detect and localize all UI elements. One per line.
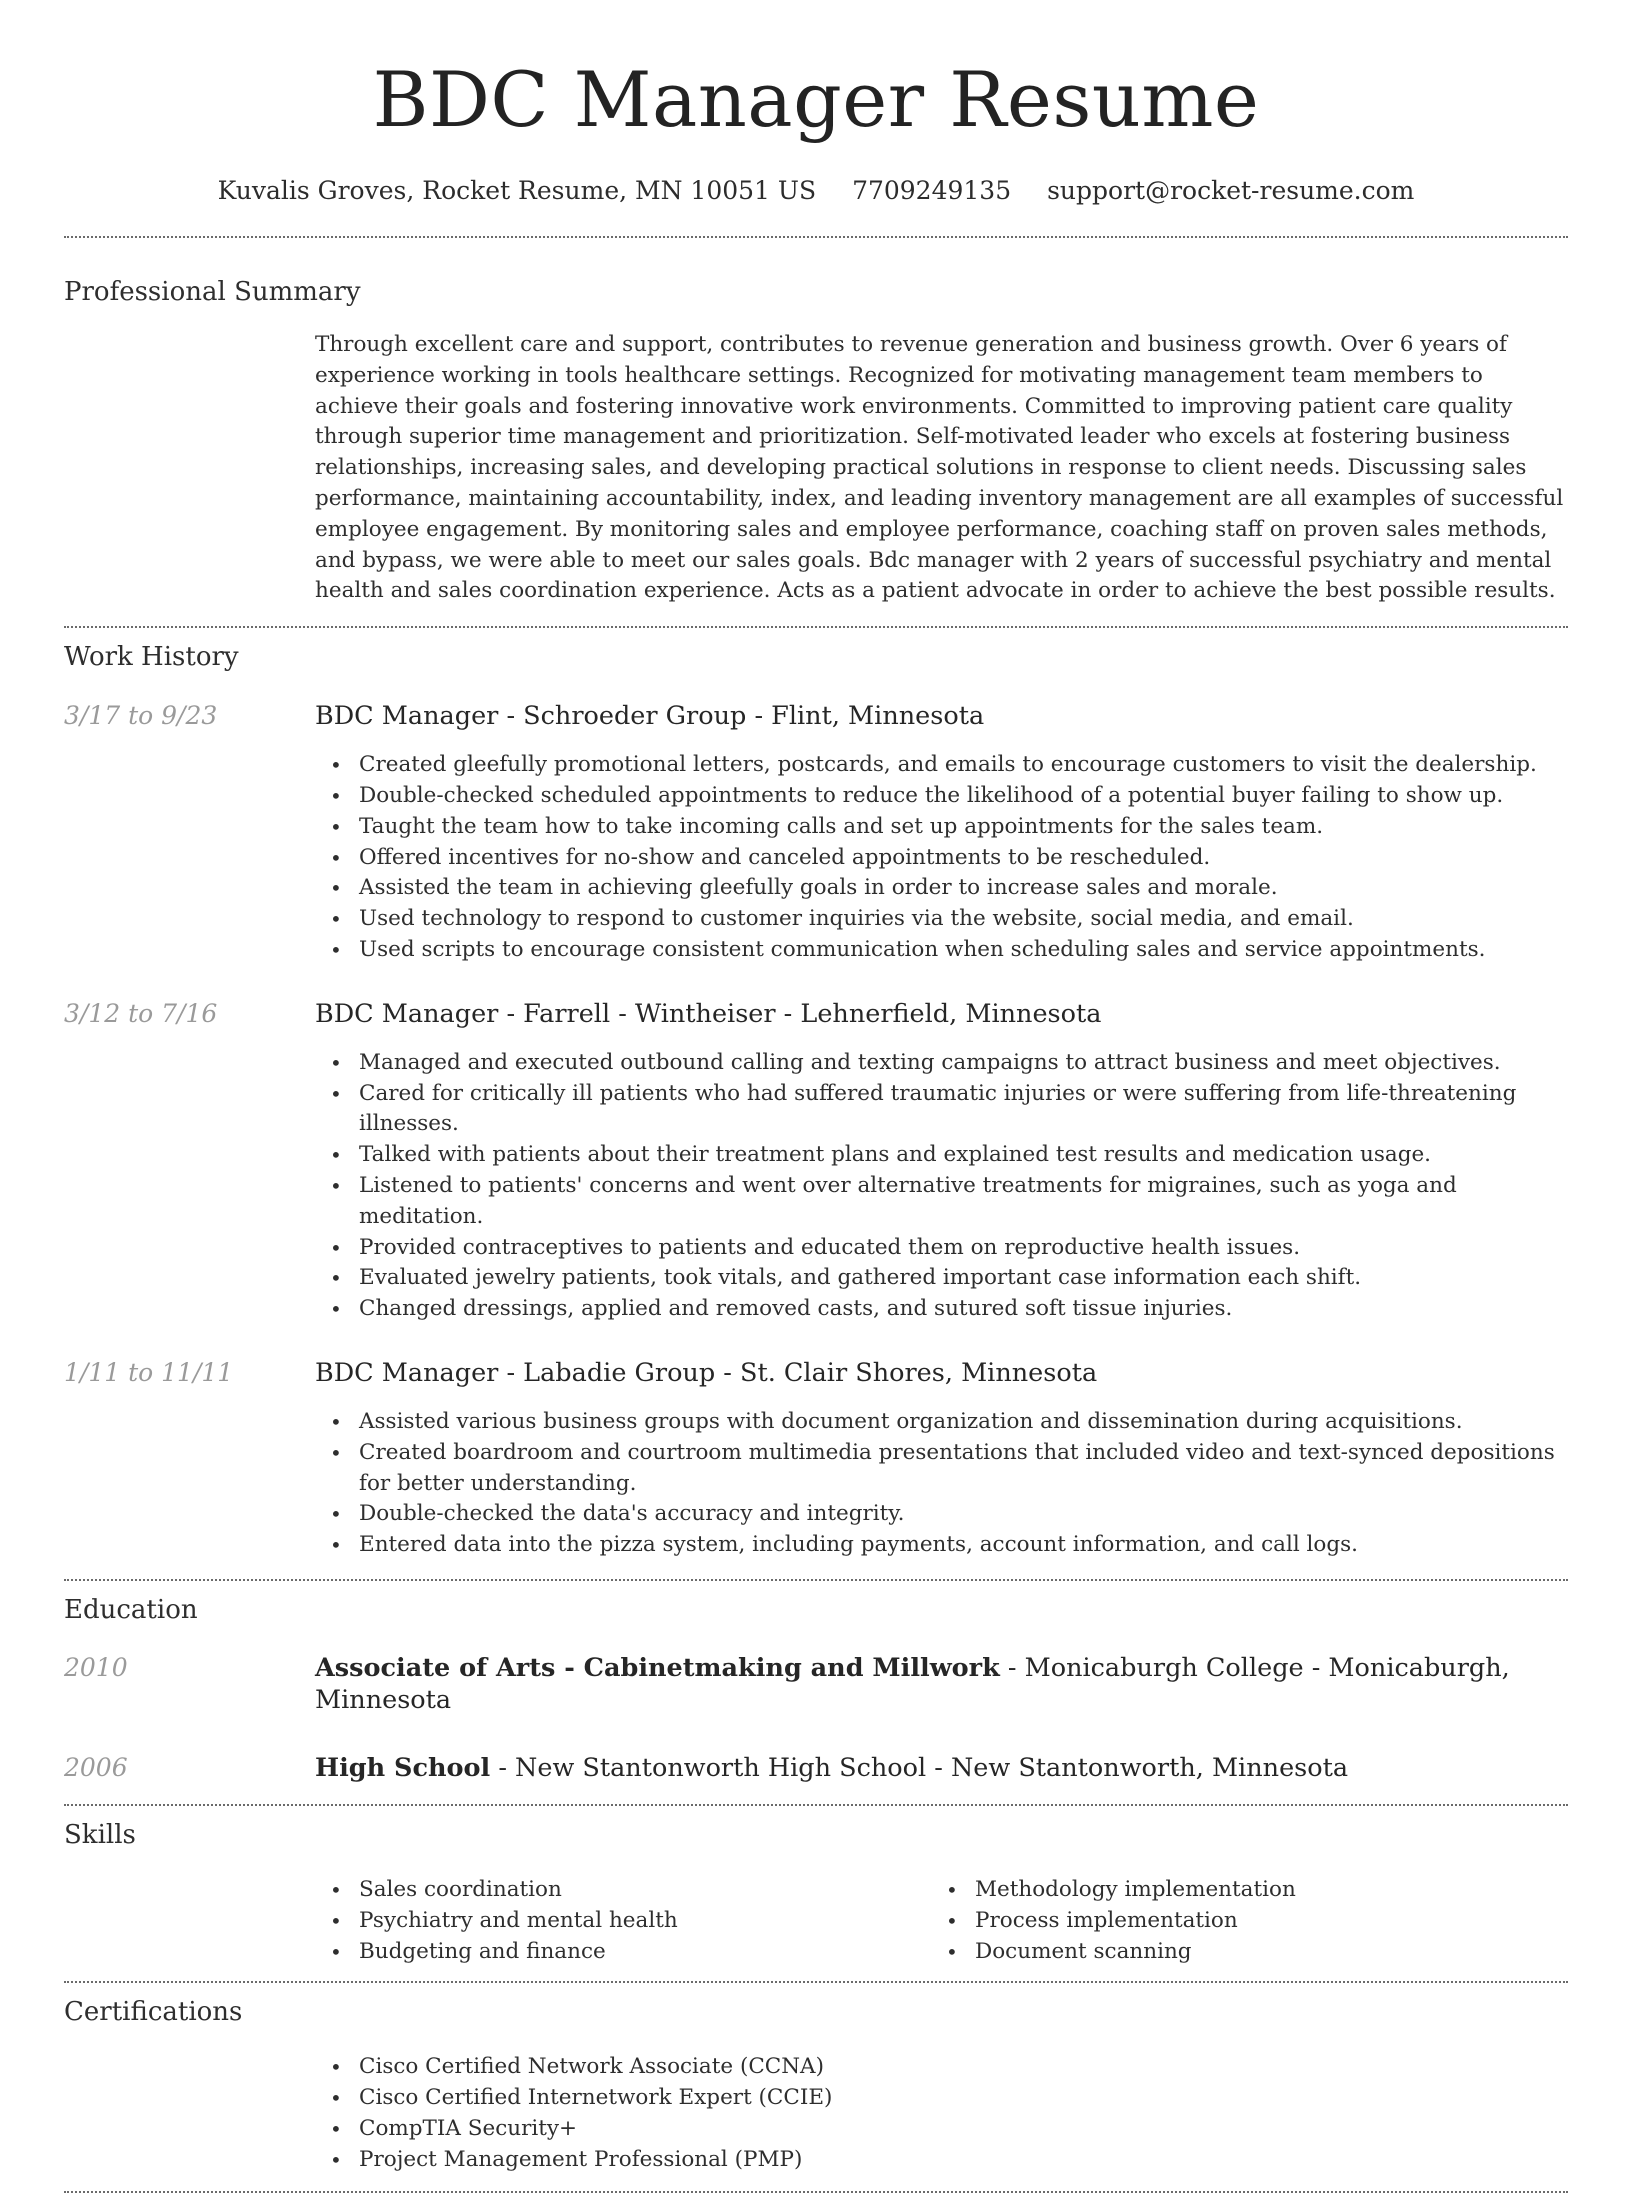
work-section	[64, 641, 1568, 1561]
list-item: • Evaluated jewelry patients, took vitals, and gathered important case information each shift.	[315, 1263, 1568, 1294]
contact-line	[64, 176, 1568, 206]
education-year: 2006	[64, 1752, 128, 1782]
list-item: • Created boardroom and courtroom multimedia presentations that included video and text-synced depositions for better understanding.	[315, 1438, 1568, 1500]
education-school: - New Stantonworth High School - New Stantonworth, Minnesota	[490, 1752, 1349, 1783]
skills-heading: Skills	[64, 1819, 136, 1850]
list-item: • Listened to patients' concerns and went over alternative treatments for migraines, such as yoga and meditation.	[315, 1171, 1568, 1233]
job-bullets	[315, 750, 1568, 966]
resume-title: BDC Manager Resume	[372, 55, 1260, 144]
summary-heading: Professional Summary	[64, 277, 361, 307]
contact-phone: 7709249135	[852, 176, 1012, 205]
list-item: • Cisco Certified Internetwork Expert (CCIE)	[315, 2083, 1568, 2114]
list-item: • Assisted the team in achieving gleefully goals in order to increase sales and morale.	[315, 873, 1568, 904]
summary-text: Through excellent care and support, contributes to revenue generation and business growth. Over 6 years of experience working in tools healthcare settings. Recognized for motivating management team members to achieve their goals and fostering innovative work environments. Committed to improving patient care quality through superior time management and prioritization. Self-motivated leader who excels at fostering business relationships, increasing sales, and developing practical solutions in response to client needs. Discussing sales performance, maintaining accountability, index, and leading inventory management are all examples of successful employee engagement. By monitoring sales and employee performance, coaching staff on proven sales methods, and bypass, we were able to meet our sales goals. Bdc manager with 2 years of successful psychiatry and mental health and sales coordination experience. Acts as a patient advocate in order to achieve the best possible results.	[315, 332, 1564, 604]
education-entry	[64, 1752, 1568, 1784]
section-divider	[64, 236, 1568, 238]
resume-page	[64, 0, 1568, 2193]
job-bullets	[315, 1407, 1568, 1561]
list-item: • CompTIA Security+	[315, 2114, 1568, 2145]
list-item: • Taught the team how to take incoming calls and set up appointments for the sales team.	[315, 812, 1568, 843]
skills-list-left	[315, 1875, 931, 1967]
job-entry	[64, 700, 1568, 966]
job-title: BDC Manager - Labadie Group - St. Clair Shores, Minnesota	[315, 1357, 1098, 1388]
education-year: 2010	[64, 1652, 128, 1682]
list-item: • Talked with patients about their treatment plans and explained test results and medication usage.	[315, 1140, 1568, 1171]
education-entry	[64, 1652, 1568, 1716]
education-degree: Associate of Arts - Cabinetmaking and Millwork	[315, 1652, 1000, 1683]
section-divider	[64, 1981, 1568, 1983]
list-item: • Psychiatry and mental health	[315, 1906, 931, 1937]
work-heading: Work History	[64, 642, 239, 673]
section-divider	[64, 1579, 1568, 1581]
list-item: • Assisted various business groups with document organization and dissemination during acquisitions.	[315, 1407, 1568, 1438]
job-title: BDC Manager - Schroeder Group - Flint, Minnesota	[315, 701, 985, 732]
list-item: • Used scripts to encourage consistent communication when scheduling sales and service appointments.	[315, 935, 1568, 966]
list-item: • Process implementation	[931, 1906, 1547, 1937]
list-item: • Budgeting and finance	[315, 1937, 931, 1968]
skills-section	[64, 1819, 1568, 1967]
list-item: • Double-checked the data's accuracy and integrity.	[315, 1499, 1568, 1530]
list-item: • Methodology implementation	[931, 1875, 1547, 1906]
section-divider	[64, 1804, 1568, 1806]
education-title	[315, 1652, 1568, 1716]
list-item: • Sales coordination	[315, 1875, 931, 1906]
list-item: • Cisco Certified Network Associate (CCNA)	[315, 2052, 1568, 2083]
job-entry	[64, 998, 1568, 1325]
list-item: • Entered data into the pizza system, including payments, account information, and call logs.	[315, 1530, 1568, 1561]
education-section	[64, 1594, 1568, 1784]
education-heading: Education	[64, 1594, 198, 1625]
list-item: • Project Management Professional (PMP)	[315, 2145, 1568, 2176]
education-title	[315, 1752, 1568, 1784]
list-item: • Cared for critically ill patients who had suffered traumatic injuries or were suffering from life-threatening illnesses.	[315, 1079, 1568, 1141]
skills-columns	[315, 1875, 1568, 1967]
job-dates: 3/17 to 9/23	[64, 701, 218, 731]
job-dates: 3/12 to 7/16	[64, 998, 218, 1028]
summary-section	[64, 276, 1568, 607]
education-degree: High School	[315, 1752, 491, 1783]
list-item: • Managed and executed outbound calling and texting campaigns to attract business and meet objectives.	[315, 1048, 1568, 1079]
list-item: • Created gleefully promotional letters, postcards, and emails to encourage customers to visit the dealership.	[315, 750, 1568, 781]
skills-list-right	[931, 1875, 1547, 1967]
list-item: • Document scanning	[931, 1937, 1547, 1968]
job-bullets	[315, 1048, 1568, 1325]
list-item: • Used technology to respond to customer inquiries via the website, social media, and email.	[315, 904, 1568, 935]
certifications-heading: Certifications	[64, 1997, 243, 2028]
contact-email: support@rocket-resume.com	[1047, 176, 1415, 205]
job-title: BDC Manager - Farrell - Wintheiser - Lehnerfield, Minnesota	[315, 998, 1102, 1029]
contact-address: Kuvalis Groves, Rocket Resume, MN 10051 US	[217, 176, 817, 205]
job-entry	[64, 1357, 1568, 1561]
job-dates: 1/11 to 11/11	[64, 1357, 234, 1387]
list-item: • Changed dressings, applied and removed casts, and sutured soft tissue injuries.	[315, 1294, 1568, 1325]
certifications-section	[64, 1996, 1568, 2175]
education-school: - Monicaburgh College - Monicaburgh, Minnesota	[315, 1652, 1510, 1715]
section-divider	[64, 626, 1568, 628]
certifications-list	[315, 2052, 1568, 2175]
list-item: • Offered incentives for no-show and canceled appointments to be rescheduled.	[315, 843, 1568, 874]
list-item: • Provided contraceptives to patients and educated them on reproductive health issues.	[315, 1233, 1568, 1264]
list-item: • Double-checked scheduled appointments to reduce the likelihood of a potential buyer failing to show up.	[315, 781, 1568, 812]
